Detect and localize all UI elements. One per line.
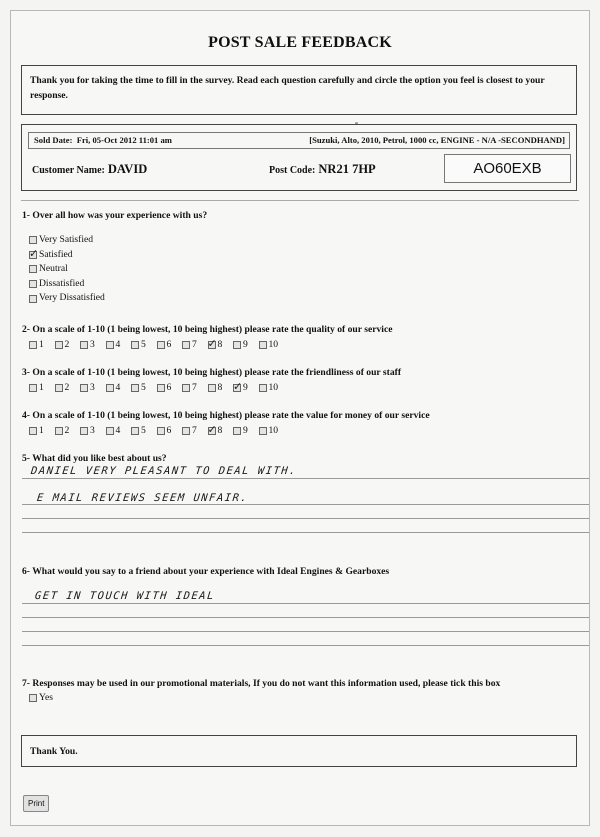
answer-line	[22, 518, 589, 519]
divider	[21, 200, 579, 201]
q3-option-6[interactable]: 6	[157, 382, 183, 393]
q3-option-9[interactable]: ✓ 9	[233, 382, 259, 393]
q4-option-2[interactable]: 2	[55, 425, 81, 436]
checkbox[interactable]	[208, 384, 216, 392]
q3-option-4[interactable]: 4	[106, 382, 132, 393]
q2-option-2[interactable]: 2	[55, 339, 81, 350]
q1-option-dissatisfied[interactable]: Dissatisfied	[29, 277, 105, 292]
question-1-options	[29, 233, 105, 306]
question-1-label: 1- Over all how was your experience with us?	[22, 210, 208, 221]
checkbox[interactable]	[131, 341, 139, 349]
customer-name: Customer Name: DAVID	[32, 162, 148, 176]
checkbox[interactable]	[29, 280, 37, 288]
question-2-label: 2- On a scale of 1-10 (1 being lowest, 10 being highest) please rate the quality of our service	[22, 324, 393, 335]
q2-option-7[interactable]: 7	[182, 339, 208, 350]
q3-option-5[interactable]: 5	[131, 382, 157, 393]
sale-info-box	[21, 124, 577, 191]
checkbox[interactable]	[29, 384, 37, 392]
checkbox[interactable]	[131, 384, 139, 392]
checkbox[interactable]	[157, 341, 165, 349]
q4-option-1[interactable]: 1	[29, 425, 55, 436]
q1-option-very-dissatisfied[interactable]: Very Dissatisfied	[29, 291, 105, 306]
q3-option-8[interactable]: 8	[208, 382, 234, 393]
q4-option-6[interactable]: 6	[157, 425, 183, 436]
answer-line	[22, 532, 589, 533]
q2-option-5[interactable]: 5	[131, 339, 157, 350]
question-5-label: 5- What did you like best about us?	[22, 453, 167, 464]
page-title: POST SALE FEEDBACK	[208, 34, 392, 51]
checkbox[interactable]	[131, 427, 139, 435]
checkbox[interactable]	[29, 265, 37, 273]
answer-line	[22, 645, 589, 646]
checkbox[interactable]	[55, 384, 63, 392]
q4-option-8[interactable]: ✓ 8	[208, 425, 234, 436]
print-button[interactable]: Print	[23, 795, 49, 812]
checkbox[interactable]	[29, 341, 37, 349]
q4-option-7[interactable]: 7	[182, 425, 208, 436]
checkbox[interactable]	[259, 341, 267, 349]
answer-line	[22, 617, 589, 618]
q1-option-neutral[interactable]: Neutral	[29, 262, 105, 277]
q2-option-10[interactable]: 10	[259, 339, 285, 350]
checkbox[interactable]	[29, 427, 37, 435]
question-3-scale	[29, 382, 284, 393]
checkbox[interactable]	[106, 384, 114, 392]
q4-option-10[interactable]: 10	[259, 425, 285, 436]
q2-option-4[interactable]: 4	[106, 339, 132, 350]
question-2-scale	[29, 339, 284, 350]
q3-option-10[interactable]: 10	[259, 382, 285, 393]
checkbox-checked[interactable]	[29, 251, 37, 259]
checkbox[interactable]	[106, 427, 114, 435]
q3-option-3[interactable]: 3	[80, 382, 106, 393]
checkbox[interactable]	[55, 427, 63, 435]
checkbox[interactable]	[106, 341, 114, 349]
q3-option-1[interactable]: 1	[29, 382, 55, 393]
q2-option-3[interactable]: 3	[80, 339, 106, 350]
question-7-label: 7- Responses may be used in our promotional materials, If you do not want this information used, please tick this box	[22, 678, 501, 689]
q2-option-9[interactable]: 9	[233, 339, 259, 350]
q1-option-satisfied[interactable]: ✓ Satisfied	[29, 248, 105, 263]
checkbox[interactable]	[80, 341, 88, 349]
checkbox[interactable]	[233, 427, 241, 435]
answer-line	[22, 631, 589, 632]
checkbox[interactable]	[157, 427, 165, 435]
q1-option-very-satisfied[interactable]: Very Satisfied	[29, 233, 105, 248]
checkbox[interactable]	[233, 341, 241, 349]
q4-option-4[interactable]: 4	[106, 425, 132, 436]
checkbox[interactable]	[182, 427, 190, 435]
question-4-scale	[29, 425, 284, 436]
question-4-label: 4- On a scale of 1-10 (1 being lowest, 10 being highest) please rate the value for money of our service	[22, 410, 430, 421]
thank-you-box: Thank You.	[21, 735, 577, 767]
checkbox[interactable]	[182, 341, 190, 349]
q2-option-8[interactable]: ✓ 8	[208, 339, 234, 350]
answer-line	[22, 603, 589, 604]
checkbox-checked[interactable]	[208, 341, 216, 349]
checkbox[interactable]	[29, 694, 37, 702]
sale-info-row	[28, 132, 570, 149]
sold-date: Sold Date: Fri, 05-Oct 2012 11:01 am	[34, 135, 172, 145]
checkbox[interactable]	[29, 236, 37, 244]
question-6-label: 6- What would you say to a friend about your experience with Ideal Engines & Gearboxes	[22, 566, 390, 577]
q2-option-6[interactable]: 6	[157, 339, 183, 350]
question-5-answer-line-1[interactable]: DANIEL VERY PLEASANT TO DEAL WITH.	[30, 465, 298, 477]
q4-option-9[interactable]: 9	[233, 425, 259, 436]
q4-option-3[interactable]: 3	[80, 425, 106, 436]
checkbox[interactable]	[182, 384, 190, 392]
q3-option-2[interactable]: 2	[55, 382, 81, 393]
q2-option-1[interactable]: 1	[29, 339, 55, 350]
question-6-answer-line-1[interactable]: GET IN TOUCH WITH IDEAL	[34, 590, 216, 602]
q3-option-7[interactable]: 7	[182, 382, 208, 393]
question-3-label: 3- On a scale of 1-10 (1 being lowest, 10 being highest) please rate the friendliness of our staff	[22, 367, 402, 378]
question-5-answer-line-2[interactable]: E MAIL REVIEWS SEEM UNFAIR.	[36, 492, 249, 504]
answer-line	[22, 478, 589, 479]
post-code: Post Code: NR21 7HP	[269, 162, 376, 176]
q4-option-5[interactable]: 5	[131, 425, 157, 436]
vehicle-description: [Suzuki, Alto, 2010, Petrol, 1000 cc, ENGINE - N/A -SECONDHAND]	[309, 135, 565, 145]
checkbox[interactable]	[80, 384, 88, 392]
checkbox[interactable]	[259, 384, 267, 392]
answer-line	[22, 504, 589, 505]
checkbox[interactable]	[259, 427, 267, 435]
q7-option-yes[interactable]: Yes	[29, 692, 53, 703]
intro-box: Thank you for taking the time to fill in the survey. Read each question carefully and circle the option you feel is closest to your response.	[21, 65, 577, 115]
checkbox-checked[interactable]	[233, 384, 241, 392]
checkbox[interactable]	[80, 427, 88, 435]
checkbox[interactable]	[55, 341, 63, 349]
registration-field[interactable]: AO60EXB	[444, 154, 571, 183]
checkbox[interactable]	[29, 295, 37, 303]
feedback-form	[10, 10, 590, 826]
checkbox[interactable]	[157, 384, 165, 392]
checkbox-checked[interactable]	[208, 427, 216, 435]
